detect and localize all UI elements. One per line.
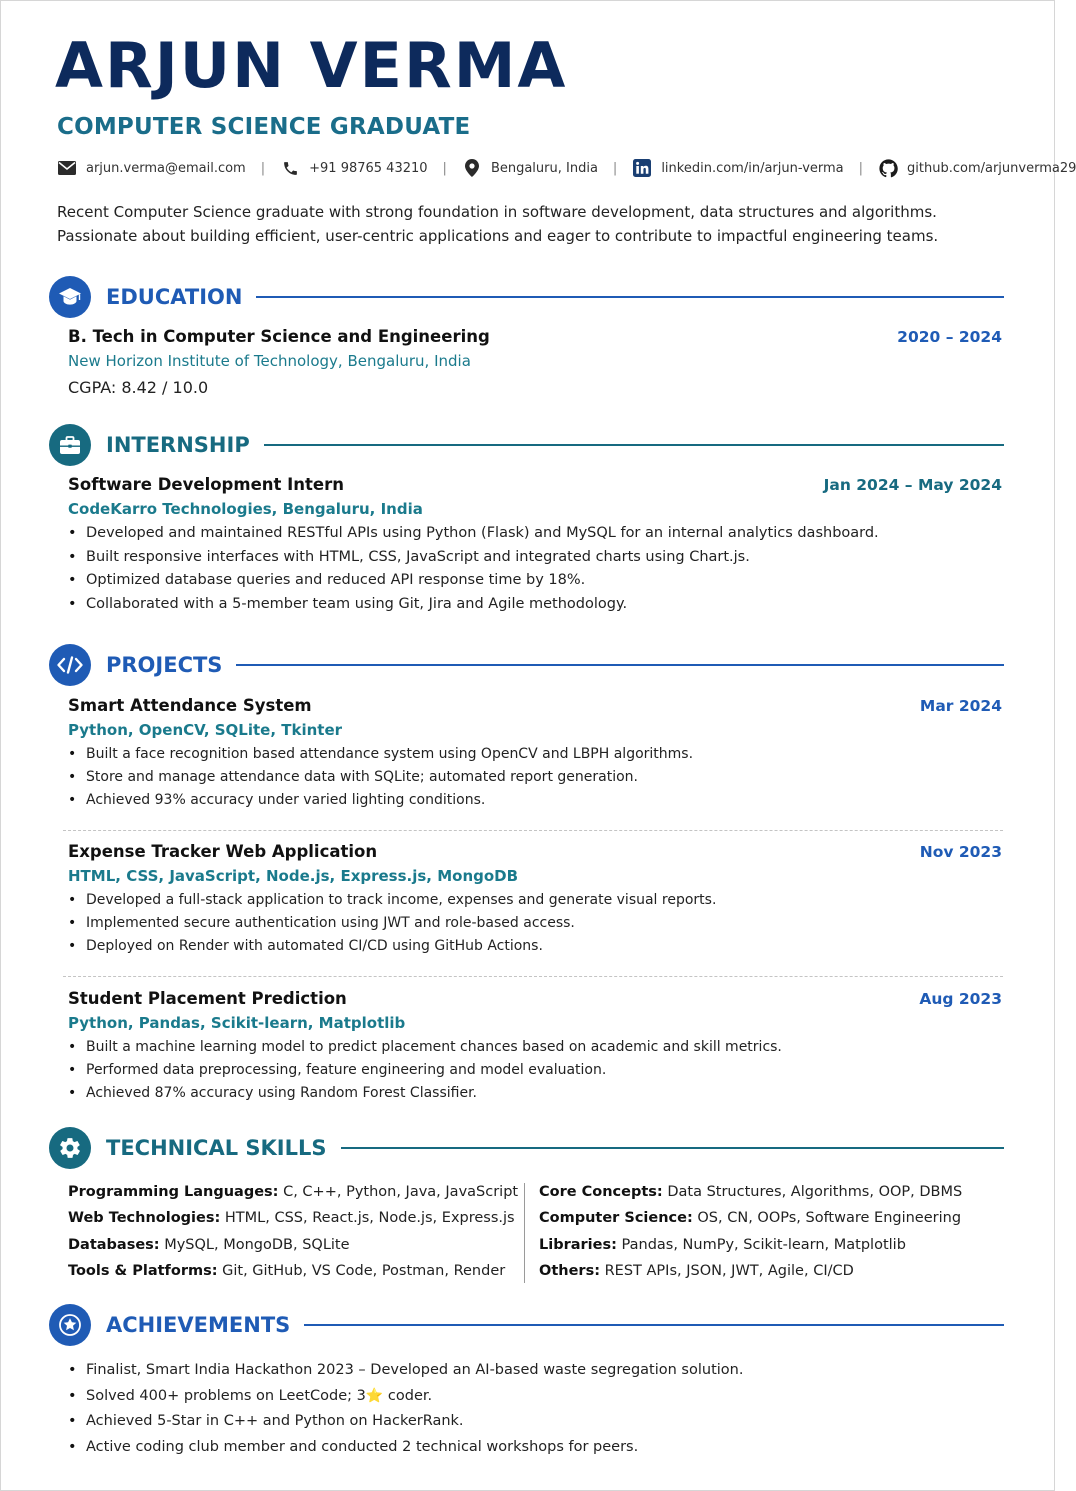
section-divider — [256, 296, 1004, 298]
professional-summary — [57, 200, 1007, 248]
summary-line: Recent Computer Science graduate with strong foundation in software development, data structures and algorithms. — [57, 203, 937, 221]
skill-label: Databases: — [68, 1236, 160, 1253]
location-pin-icon — [462, 158, 482, 178]
project-bullets — [68, 1036, 1002, 1105]
project-divider — [63, 976, 1003, 977]
section-divider — [264, 444, 1004, 446]
skills-column-right — [525, 1179, 962, 1284]
bullet-item: • Built a face recognition based attendance system using OpenCV and LBPH algorithms. — [68, 743, 1002, 766]
internship-dates: Jan 2024 – May 2024 — [823, 476, 1002, 494]
skill-value: HTML, CSS, React.js, Node.js, Express.js — [224, 1210, 515, 1227]
skill-label: Computer Science: — [539, 1210, 693, 1227]
contact-github[interactable] — [878, 158, 1076, 178]
education-dates: 2020 – 2024 — [897, 328, 1002, 346]
bullet-item: • Performed data preprocessing, feature engineering and model evaluation. — [68, 1059, 1002, 1082]
section-divider — [236, 664, 1004, 666]
section-skills-header — [49, 1126, 1004, 1170]
skill-row — [539, 1258, 962, 1284]
education-entry — [68, 327, 1002, 397]
section-divider — [304, 1324, 1004, 1326]
bullet-item: • Store and manage attendance data with SQLite; automated report generation. — [68, 766, 1002, 789]
contact-phone[interactable] — [280, 158, 427, 178]
bullet-item: • Optimized database queries and reduced API response time by 18%. — [68, 569, 1002, 593]
section-title: INTERNSHIP — [106, 433, 250, 457]
skill-label: Tools & Platforms: — [68, 1262, 218, 1279]
skills-column-left — [68, 1179, 524, 1284]
project-title: Student Placement Prediction — [68, 989, 347, 1008]
section-projects-header — [49, 643, 1004, 687]
skill-value: Pandas, NumPy, Scikit-learn, Matplotlib — [621, 1236, 906, 1253]
candidate-name: ARJUN VERMA — [55, 29, 568, 102]
skill-label: Web Technologies: — [68, 1210, 221, 1227]
briefcase-icon — [49, 424, 91, 466]
project-title: Expense Tracker Web Application — [68, 842, 378, 861]
contact-separator: | — [858, 160, 864, 176]
project-bullets — [68, 889, 1002, 958]
contact-linkedin[interactable] — [632, 158, 843, 178]
skill-label: Programming Languages: — [68, 1184, 279, 1200]
section-internship-header — [49, 423, 1004, 467]
section-title: TECHNICAL SKILLS — [106, 1136, 327, 1160]
achievement-item: • Active coding club member and conducted 2 technical workshops for peers. — [68, 1435, 1002, 1461]
bullet-item: • Built responsive interfaces with HTML, CSS, JavaScript and integrated charts using Chart.js. — [68, 546, 1002, 570]
summary-line: Passionate about building efficient, user-centric applications and eager to contribute to impactful engineering teams. — [57, 227, 939, 245]
bullet-item: • Implemented secure authentication using JWT and role-based access. — [68, 912, 1002, 935]
project-entry — [68, 696, 1002, 812]
role-title: Software Development Intern — [68, 475, 344, 494]
github-text: github.com/arjunverma29 — [907, 160, 1076, 176]
project-tech-stack: Python, OpenCV, SQLite, Tkinter — [68, 721, 343, 739]
linkedin-text: linkedin.com/in/arjun-verma — [661, 160, 844, 176]
bullet-item: • Built a machine learning model to predict placement chances based on academic and skill metrics. — [68, 1036, 1002, 1059]
skill-row — [68, 1258, 524, 1284]
contact-email[interactable] — [57, 158, 246, 178]
skill-row — [539, 1179, 962, 1205]
contact-bar — [57, 157, 1076, 179]
skill-value: REST APIs, JSON, JWT, Agile, CI/CD — [604, 1262, 854, 1279]
contact-location — [462, 158, 598, 178]
project-divider — [63, 830, 1003, 831]
bullet-item: • Collaborated with a 5-member team using Git, Jira and Agile methodology. — [68, 593, 1002, 617]
contact-separator: | — [260, 160, 266, 176]
internship-entry — [68, 475, 1002, 616]
achievement-item: • Finalist, Smart India Hackathon 2023 – Developed an AI-based waste segregation solution. — [68, 1358, 1002, 1384]
project-title: Smart Attendance System — [68, 696, 312, 715]
phone-icon — [280, 158, 300, 178]
skill-value: MySQL, MongoDB, SQLite — [164, 1236, 350, 1253]
achievements-list — [68, 1354, 1002, 1461]
skill-value: C, C++, Python, Java, JavaScript — [283, 1184, 519, 1200]
project-tech-stack: Python, Pandas, Scikit-learn, Matplotlib — [68, 1014, 406, 1032]
project-entry — [68, 989, 1002, 1105]
bullet-item: • Achieved 93% accuracy under varied lighting conditions. — [68, 789, 1002, 812]
bullet-item: • Achieved 87% accuracy using Random Forest Classifier. — [68, 1082, 1002, 1105]
skill-row — [539, 1205, 962, 1231]
skill-label: Others: — [539, 1262, 600, 1279]
email-text: arjun.verma@email.com — [86, 160, 246, 176]
section-divider — [341, 1147, 1005, 1149]
skill-value: Data Structures, Algorithms, OOP, DBMS — [667, 1184, 963, 1200]
project-tech-stack: HTML, CSS, JavaScript, Node.js, Express.js, MongoDB — [68, 867, 519, 885]
company-name: CodeKarro Technologies, Bengaluru, India — [68, 500, 423, 518]
skill-label: Core Concepts: — [539, 1184, 663, 1200]
project-bullets — [68, 743, 1002, 812]
github-icon — [878, 158, 898, 178]
institution-name: New Horizon Institute of Technology, Bengaluru, India — [68, 352, 471, 370]
skill-label: Libraries: — [539, 1236, 617, 1253]
skill-value: OS, CN, OOPs, Software Engineering — [697, 1210, 962, 1227]
section-title: PROJECTS — [106, 653, 223, 677]
bullet-item: • Developed a full-stack application to track income, expenses and generate visual reports. — [68, 889, 1002, 912]
phone-text: +91 98765 43210 — [309, 160, 428, 176]
internship-bullets — [68, 522, 1002, 616]
skill-row — [539, 1232, 962, 1258]
skill-row — [68, 1205, 524, 1231]
project-entry — [68, 842, 1002, 958]
section-title: ACHIEVEMENTS — [106, 1313, 291, 1337]
degree-title: B. Tech in Computer Science and Engineering — [68, 327, 490, 346]
section-education-header — [49, 275, 1004, 319]
achievement-item: • Achieved 5-Star in C++ and Python on HackerRank. — [68, 1409, 1002, 1435]
skill-row — [68, 1232, 524, 1258]
skill-value: Git, GitHub, VS Code, Postman, Render — [222, 1262, 506, 1279]
achievement-item — [68, 1384, 1002, 1410]
email-icon — [57, 158, 77, 178]
contact-separator: | — [612, 160, 618, 176]
contact-separator: | — [442, 160, 447, 176]
skills-grid — [68, 1179, 1002, 1284]
star-icon — [49, 1304, 91, 1346]
bullet-item: • Deployed on Render with automated CI/CD using GitHub Actions. — [68, 935, 1002, 958]
project-date: Nov 2023 — [919, 843, 1002, 861]
cgpa-text: CGPA: 8.42 / 10.0 — [68, 378, 209, 397]
gear-icon — [49, 1127, 91, 1169]
linkedin-icon — [632, 158, 652, 178]
code-icon — [49, 644, 91, 686]
achievement-text: Solved 400+ problems on LeetCode; 3 — [86, 1387, 366, 1404]
project-date: Mar 2024 — [919, 697, 1002, 715]
star-rating-icon: ⭐ — [365, 1387, 384, 1404]
project-date: Aug 2023 — [919, 990, 1002, 1008]
achievement-text: coder. — [383, 1387, 433, 1404]
graduation-cap-icon — [49, 276, 91, 318]
bullet-item: • Developed and maintained RESTful APIs using Python (Flask) and MySQL for an internal analytics dashboard. — [68, 522, 1002, 546]
candidate-title: COMPUTER SCIENCE GRADUATE — [57, 114, 471, 140]
section-achievements-header — [49, 1303, 1004, 1347]
location-text: Bengaluru, India — [490, 160, 598, 176]
section-title: EDUCATION — [106, 285, 243, 309]
skill-row — [68, 1179, 524, 1205]
